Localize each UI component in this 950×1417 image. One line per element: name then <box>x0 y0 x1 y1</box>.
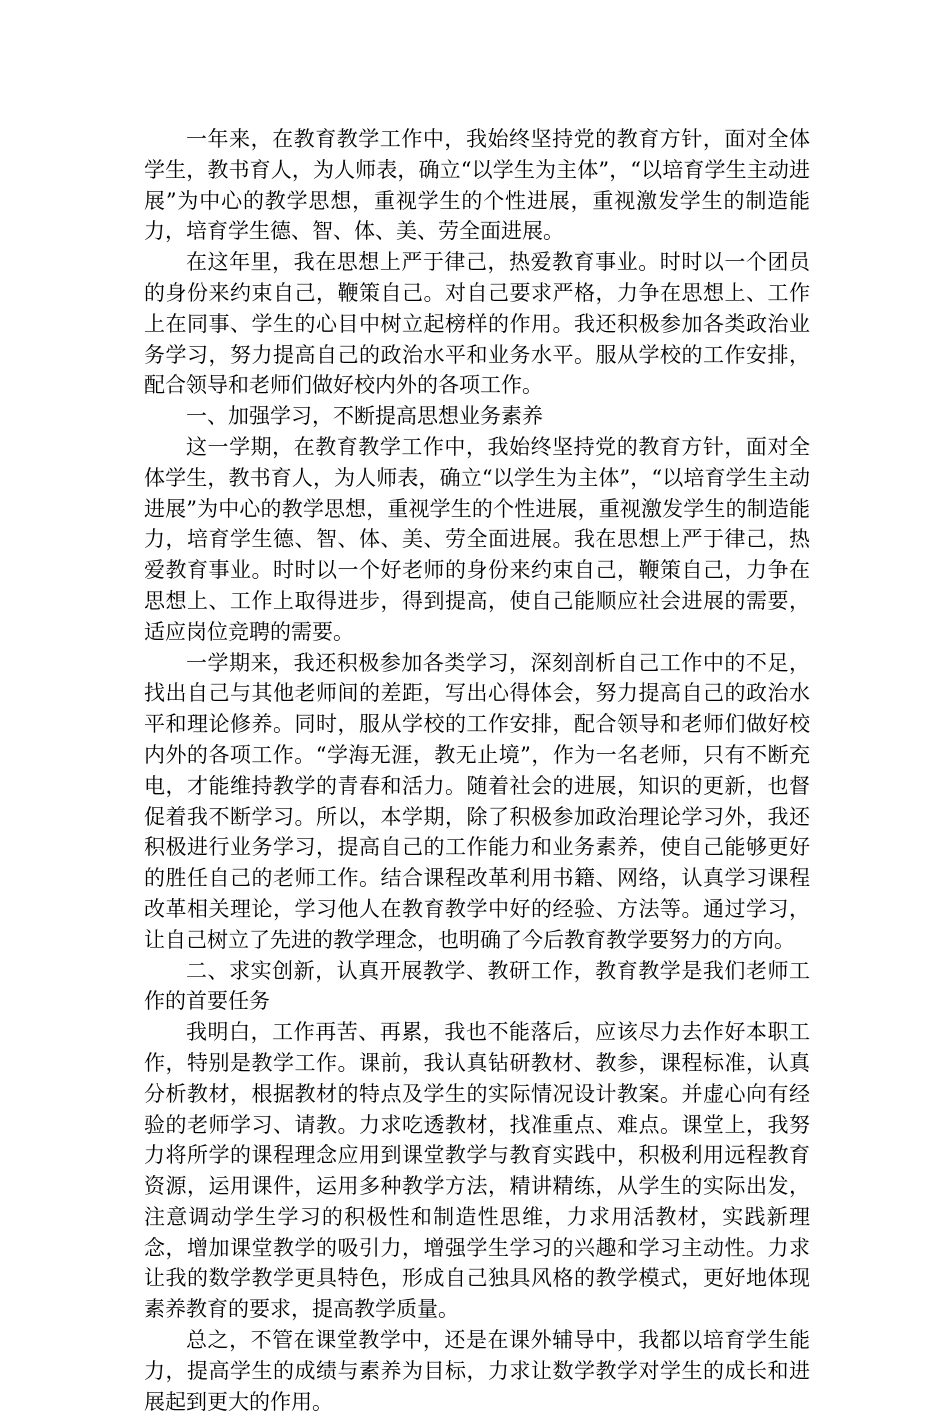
section-heading-2: 二、求实创新，认真开展教学、教研工作，教育教学是我们老师工作的首要任务 <box>144 958 810 1014</box>
document-body <box>144 124 810 1417</box>
paragraph-learning: 一学期来，我还积极参加各类学习，深刻剖析自己工作中的不足，找出自己与其他老师间的差距，写出心得体会，努力提高自己的政治水平和理论修养。同时，服从学校的工作安排，配合领导和老师们做好校内外的各项工作。“学海无涯，教无止境”，作为一名老师，只有不断充电，才能维持教学的青春和活力。随着社会的进展，知识的更新，也督促着我不断学习。所以，本学期，除了积极参加政治理论学习外，我还积极进行业务学习，提高自己的工作能力和业务素养，使自己能够更好的胜任自己的老师工作。结合课程改革利用书籍、网络，认真学习课程改革相关理论，学习他人在教育教学中好的经验、方法等。通过学习，让自己树立了先进的教学理念，也明确了今后教育教学要努力的方向。 <box>144 650 810 952</box>
paragraph-conclusion: 总之，不管在课堂教学中，还是在课外辅导中，我都以培育学生能力，提高学生的成绩与素养为目标，力求让数学教学对学生的成长和进展起到更大的作用。 <box>144 1328 810 1414</box>
paragraph-teaching: 我明白，工作再苦、再累，我也不能落后，应该尽力去作好本职工作，特别是教学工作。课前，我认真钻研教材、教参，课程标准，认真分析教材，根据教材的特点及学生的实际情况设计教案。并虚心向有经验的老师学习、请教。力求吃透教材，找准重点、难点。课堂上，我努力将所学的课程理念应用到课堂教学与教育实践中，积极利用远程教育资源，运用课件，运用多种教学方法，精讲精练，从学生的实际出发，注意调动学生学习的积极性和制造性思维，力求用活教材，实践新理念，增加课堂教学的吸引力，增强学生学习的兴趣和学习主动性。力求让我的数学教学更具特色，形成自己独具风格的教学模式，更好地体现素养教育的要求，提高教学质量。 <box>144 1020 810 1322</box>
section-heading-1: 一、加强学习，不断提高思想业务素养 <box>186 404 543 429</box>
paragraph-ideology: 在这年里，我在思想上严于律己，热爱教育事业。时时以一个团员的身份来约束自己，鞭策自己。对自己要求严格，力争在思想上、工作上在同事、学生的心目中树立起榜样的作用。我还积极参加各类政治业务学习，努力提高自己的政治水平和业务水平。服从学校的工作安排，配合领导和老师们做好校内外的各项工作。 <box>144 250 810 398</box>
paragraph-semester: 这一学期，在教育教学工作中，我始终坚持党的教育方针，面对全体学生，教书育人，为人师表，确立“以学生为主体”，“以培育学生主动进展”为中心的教学思想，重视学生的个性进展，重视激发学生的制造能力，培育学生德、智、体、美、劳全面进展。我在思想上严于律己，热爱教育事业。时时以一个好老师的身份来约束自己，鞭策自己，力争在思想上、工作上取得进步，得到提高，使自己能顺应社会进展的需要，适应岗位竞聘的需要。 <box>144 434 810 644</box>
paragraph-intro: 一年来，在教育教学工作中，我始终坚持党的教育方针，面对全体学生，教书育人，为人师表，确立“以学生为主体”，“以培育学生主动进展”为中心的教学思想，重视学生的个性进展，重视激发学生的制造能力，培育学生德、智、体、美、劳全面进展。 <box>144 127 810 244</box>
